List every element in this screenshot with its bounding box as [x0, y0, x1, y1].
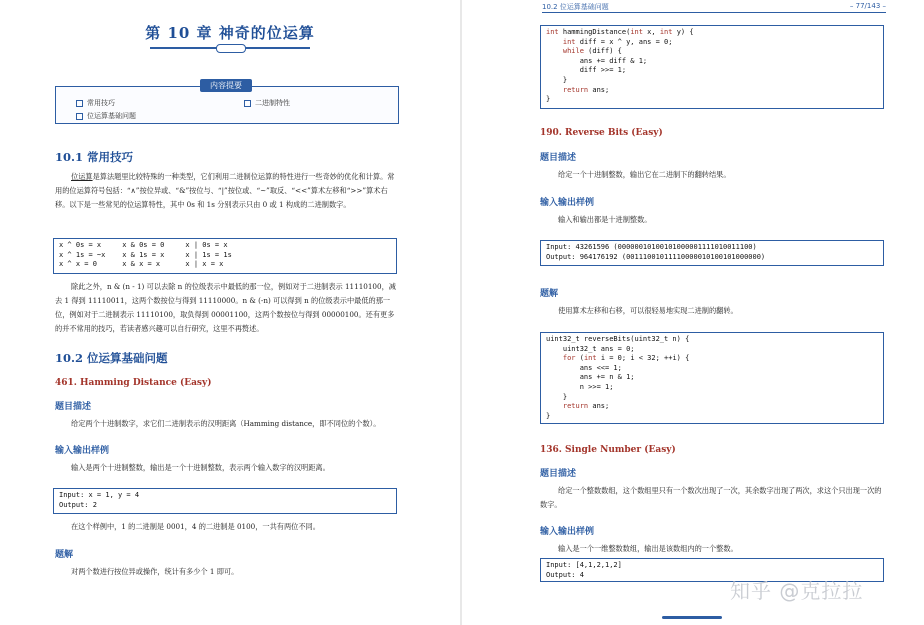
- code-line: uint32_t ans = 0;: [546, 344, 635, 353]
- code-line: while (diff) {: [562, 47, 622, 56]
- problem-136-io: 输入是一个一维整数数组，输出是该数组内的一个整数。: [558, 544, 738, 553]
- summary-header: 内容提要: [200, 79, 252, 92]
- summary-item: 常用技巧: [76, 98, 115, 108]
- code-line: n >>= 1;: [546, 382, 614, 391]
- code-line: }: [546, 411, 551, 420]
- problem-136-desc: 给定一个整数数组，这个数组里只有一个数次出现了一次，其余数字出现了两次，求这个只出现一次的数字。: [540, 486, 882, 509]
- bitwise-link[interactable]: 位运算: [71, 172, 93, 181]
- page-number: – 77/143 –: [849, 2, 886, 10]
- code-line: return ans;: [562, 85, 610, 94]
- code-line: return ans;: [562, 402, 610, 411]
- summary-item: 二进制特性: [244, 98, 290, 108]
- footer-ornament: [662, 616, 722, 619]
- chapter-title: 第 10 章 神奇的位运算: [145, 24, 315, 42]
- right-page: [462, 0, 924, 625]
- reverse-bits-code-block: [540, 332, 884, 424]
- problem-136-title: 136. Single Number (Easy): [540, 445, 676, 455]
- code-line: diff >>= 1;: [546, 66, 627, 75]
- watermark: 知乎 @克拉拉: [730, 579, 864, 603]
- bullet-icon: [76, 100, 83, 107]
- tricks-paragraph: 除此之外，n & (n - 1) 可以去除 n 的位级表示中最低的那一位，例如对于二进制表示 11110100，减去 1 得到 11110011，这两个数按位与得到 11110000。n & (-n) 可以得到 n 的位级表示中最低的那一位，例如对于二进制表示 11110100，取负得到 00001100，这两个数按位与得到 00000100。还有更多的并不常用的技巧，若读者感兴趣可以自行研究，这里不再赘述。: [55, 282, 396, 333]
- problem-461-desc-heading: 题目描述: [55, 402, 92, 412]
- problem-136-io-heading: 输入输出样例: [540, 527, 595, 537]
- code-line: }: [546, 95, 551, 104]
- code-line: int diff = x ^ y, ans = 0;: [562, 37, 673, 46]
- code-line: ans <<= 1;: [546, 363, 622, 372]
- problem-190-title: 190. Reverse Bits (Easy): [540, 128, 663, 138]
- code-line: ans += n & 1;: [546, 373, 635, 382]
- problem-461-desc: 给定两个十进制数字，求它们二进制表示的汉明距离（Hamming distance，即不同位的个数）。: [71, 419, 381, 428]
- problem-461-solution: 对两个数进行按位异或操作，统计有多少个 1 即可。: [71, 567, 239, 576]
- code-line: for (int i = 0; i < 32; ++i) {: [562, 354, 690, 363]
- problem-136-sample: Input: [4,1,2,1,2] Output: 4: [540, 558, 884, 582]
- hamming-code-block: [540, 25, 884, 109]
- title-ornament: [216, 44, 246, 53]
- problem-190-desc: 给定一个十进制整数，输出它在二进制下的翻转结果。: [558, 170, 731, 179]
- summary-item: 位运算基础问题: [76, 111, 136, 121]
- code-line: }: [546, 75, 568, 84]
- code-line: }: [546, 392, 568, 401]
- intro-paragraph: 位运算是算法题里比较特殊的一种类型，它们利用二进制位运算的特性进行一些奇妙的优化和计算。常用的位运算符号包括：“∧”按位异或、“&”按位与、“|”按位或、“~”取反、“<<”算术左移和“>>”算术右移。以下是一些常见的位运算特性，其中 0s 和 1s 分别表示只由 0 或 1 构成的二进制数字。: [55, 172, 395, 209]
- code-line: int hammingDistance(int x, int y) {: [546, 28, 694, 36]
- problem-190-desc-heading: 题目描述: [540, 153, 577, 163]
- problem-190-solution: 使用算术左移和右移，可以很轻易地实现二进制的翻转。: [558, 306, 738, 315]
- problem-190-sample: Input: 43261596 (00000010100101000001111010011100) Output: 964176192 (00111001011110000010100101000000): [540, 240, 884, 266]
- problem-461-note: 在这个样例中，1 的二进制是 0001，4 的二进制是 0100，一共有两位不同。: [71, 522, 320, 531]
- problem-136-desc-heading: 题目描述: [540, 469, 577, 479]
- problem-461-title: 461. Hamming Distance (Easy): [55, 378, 212, 388]
- bit-property-code: x ^ 0s = x x & 0s = 0 x | 0s = x x ^ 1s = ~x x & 1s = x x | 1s = 1s x ^ x = 0 x & x = x x | x = x: [53, 238, 397, 274]
- problem-461-io-heading: 输入输出样例: [55, 446, 110, 456]
- bullet-icon: [244, 100, 251, 107]
- problem-190-io-heading: 输入输出样例: [540, 198, 595, 208]
- running-head: 10.2 位运算基础问题: [542, 3, 609, 11]
- problem-461-solution-heading: 题解: [55, 550, 74, 560]
- problem-190-io: 输入和输出都是十进制整数。: [558, 215, 652, 224]
- code-line: ans += diff & 1;: [546, 56, 648, 65]
- problem-461-sample: Input: x = 1, y = 4 Output: 2: [53, 488, 397, 514]
- problem-190-solution-heading: 题解: [540, 289, 559, 299]
- header-rule: [542, 12, 886, 13]
- code-line: uint32_t reverseBits(uint32_t n) {: [546, 335, 690, 343]
- bullet-icon: [76, 113, 83, 120]
- problem-461-io: 输入是两个十进制整数，输出是一个十进制整数，表示两个输入数字的汉明距离。: [71, 463, 330, 472]
- section-title-10-2: 10.2 位运算基础问题: [55, 351, 168, 365]
- section-title-10-1: 10.1 常用技巧: [55, 150, 134, 164]
